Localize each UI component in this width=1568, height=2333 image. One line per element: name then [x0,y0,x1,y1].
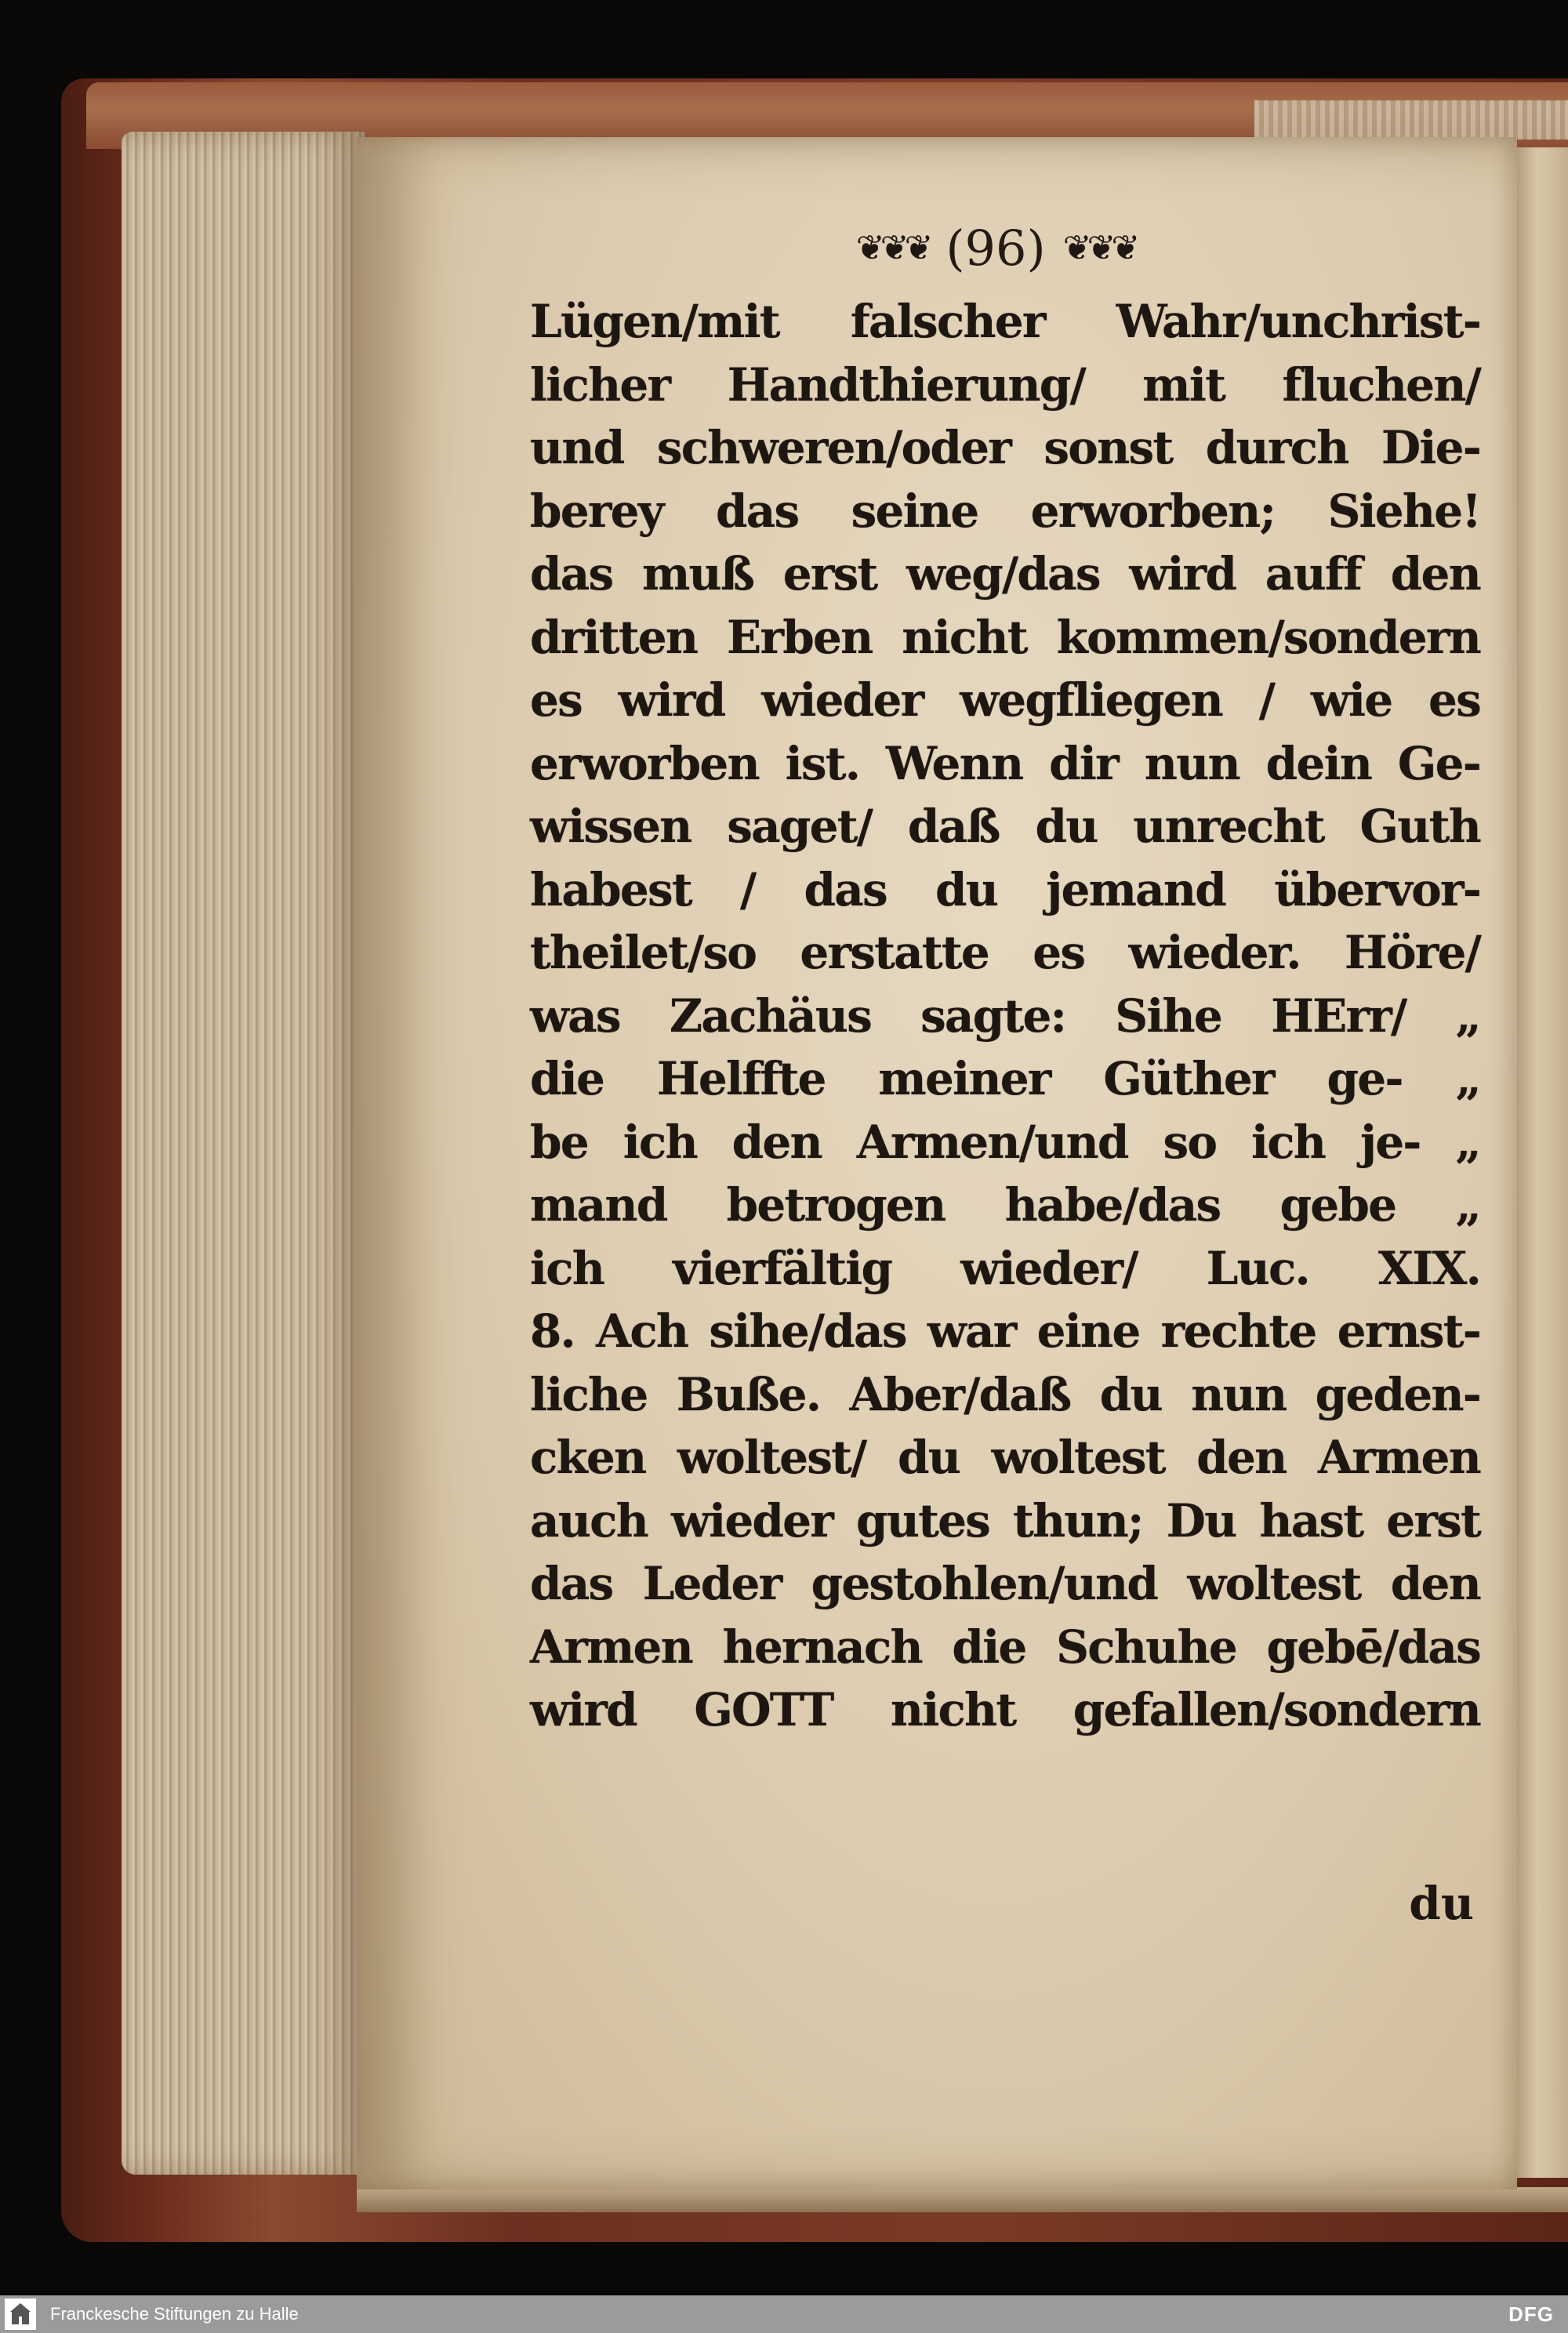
text-line: berey das seine erworben; Siehe! [530,484,1480,538]
headband [1254,100,1568,140]
text-line: cken woltest/ du woltest den Armen [530,1431,1480,1484]
text-line: liche Buße. Aber/daß du nun geden- [530,1367,1480,1421]
dfg-logo[interactable]: DFG [1508,2302,1554,2326]
text-line: theilet/so erstatte es wieder. Höre/ [530,926,1480,979]
text-line: Lügen/mit falscher Wahr/unchrist- [530,295,1480,348]
text-line: ich vierfältig wieder/ Luc. XIX. [530,1241,1480,1295]
text-line: licher Handthierung/ mit fluchen/ [530,357,1480,412]
text-line: be ich den Armen/und so ich je- „ [530,1115,1480,1169]
text-line: erworben ist. Wenn dir nun dein Ge- [530,736,1480,790]
page-number: (96) [946,220,1046,277]
page-text [530,290,1480,1742]
facing-page-edge [1517,147,1568,2178]
text-line: die Helffte meiner Güther ge- „ [530,1052,1480,1105]
left-ornament-icon: ❦❦❦ [855,228,929,268]
text-line: was Zachäus sagte: Sihe HErr/ „ [530,989,1480,1043]
institution-name[interactable]: Franckesche Stiftungen zu Halle [50,2304,299,2324]
page-header [792,221,1200,276]
text-line: das Leder gestohlen/und woltest den [530,1557,1480,1610]
page-edges [122,132,365,2175]
catchword: du [1409,1877,1474,1930]
text-line: dritten Erben nicht kommen/sondern [530,610,1480,664]
text-line: mand betrogen habe/das gebe „ [530,1178,1480,1232]
text-line: auch wieder gutes thun; Du hast erst [530,1493,1480,1547]
text-line: 8. Ach sihe/das war eine rechte ernst- [530,1304,1480,1358]
text-line: Armen hernach die Schuhe gebē/das [530,1620,1480,1674]
footer-bar [0,2295,1568,2333]
text-line: es wird wieder wegfliegen / wie es [530,673,1480,727]
text-line: wissen saget/ daß du unrecht Guth [530,800,1480,853]
page-bottom-edge [357,2187,1568,2212]
text-line: das muß erst weg/das wird auff den [530,547,1480,600]
text-line: wird GOTT nicht gefallen/sondern [530,1683,1480,1736]
text-line: und schweren/oder sonst durch Die- [530,421,1480,474]
right-ornament-icon: ❦❦❦ [1062,228,1136,268]
text-line: habest / das du jemand übervor- [530,862,1480,916]
institution-logo-icon[interactable] [5,2299,36,2330]
